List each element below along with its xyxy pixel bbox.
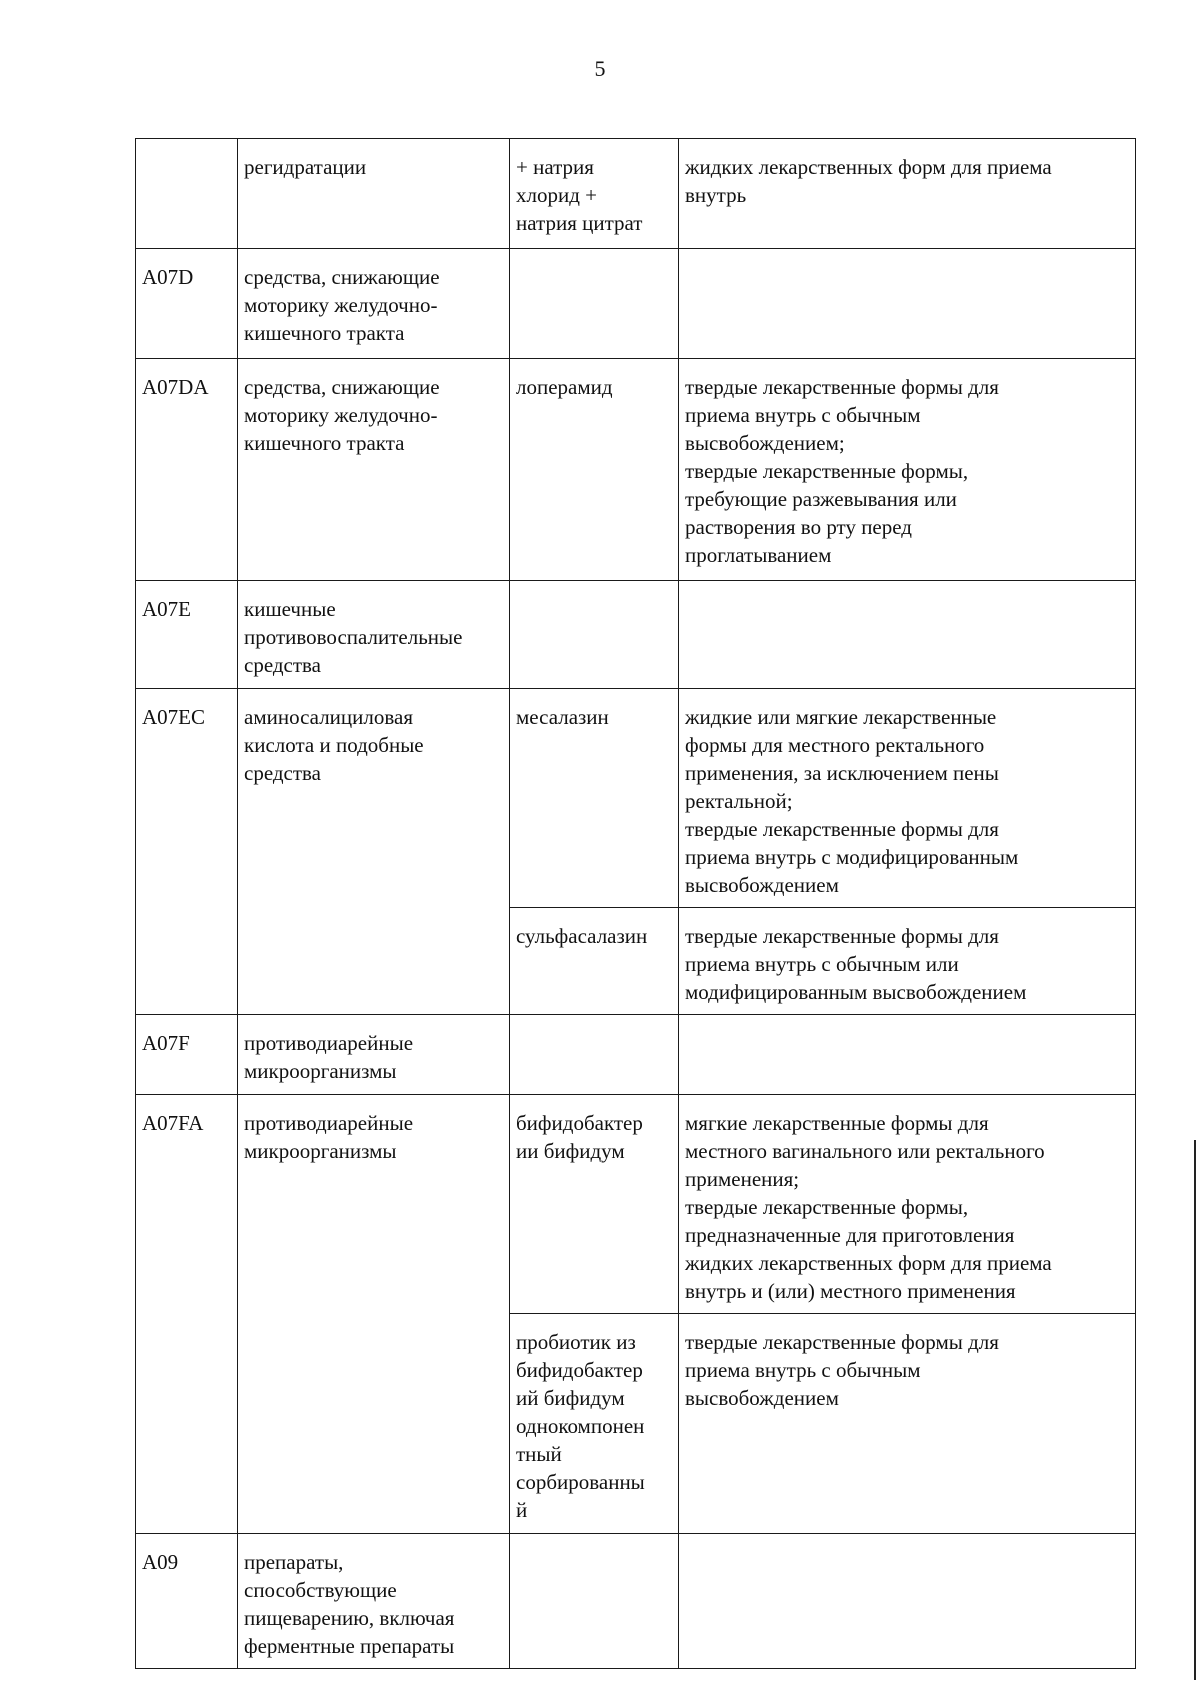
drug-name-cell <box>510 1534 679 1669</box>
dosage-form-cell <box>679 581 1136 689</box>
group-name-cell: препараты, способствующие пищеварению, включая ферментные препараты <box>238 1534 510 1669</box>
atc-code-cell: A07EC <box>136 689 238 1015</box>
table-row <box>136 359 1136 581</box>
atc-code-cell: A09 <box>136 1534 238 1669</box>
drug-name-cell: бифидобактер ии бифидум <box>510 1095 679 1314</box>
atc-code-cell <box>136 139 238 249</box>
drug-name-cell <box>510 581 679 689</box>
drug-name-cell: сульфасалазин <box>510 908 679 1015</box>
table-row <box>136 139 1136 249</box>
atc-code-cell: A07FA <box>136 1095 238 1534</box>
dosage-form-cell: твердые лекарственные формы для приема внутрь с обычным или модифицированным высвобождением <box>679 908 1136 1015</box>
atc-code-cell: A07D <box>136 249 238 359</box>
table-row <box>136 689 1136 908</box>
group-name-cell: средства, снижающие моторику желудочно- кишечного тракта <box>238 249 510 359</box>
drug-name-cell <box>510 249 679 359</box>
group-name-cell: противодиарейные микроорганизмы <box>238 1015 510 1095</box>
dosage-form-cell <box>679 1534 1136 1669</box>
page-number: 5 <box>594 56 606 81</box>
drug-name-cell: месалазин <box>510 689 679 908</box>
drug-name-cell: пробиотик из бифидобактер ий бифидум однокомпонен тный сорбированны й <box>510 1314 679 1534</box>
dosage-form-cell: жидкие или мягкие лекарственные формы для местного ректального применения, за исключением пены ректальной; твердые лекарственные формы для приема внутрь с модифицированным высвобождением <box>679 689 1136 908</box>
group-name-cell: регидратации <box>238 139 510 249</box>
table-row <box>136 1095 1136 1314</box>
group-name-cell: средства, снижающие моторику желудочно- кишечного тракта <box>238 359 510 581</box>
dosage-form-cell: твердые лекарственные формы для приема внутрь с обычным высвобождением; твердые лекарственные формы, требующие разжевывания или растворения во рту перед проглатыванием <box>679 359 1136 581</box>
dosage-form-cell: мягкие лекарственные формы для местного вагинального или ректального применения; твердые лекарственные формы, предназначенные для приготовления жидких лекарственных форм для приема внутрь и (или) местного применения <box>679 1095 1136 1314</box>
drug-name-cell: + натрия хлорид + натрия цитрат <box>510 139 679 249</box>
drug-name-cell: лоперамид <box>510 359 679 581</box>
group-name-cell: кишечные противовоспалительные средства <box>238 581 510 689</box>
atc-code-cell: A07F <box>136 1015 238 1095</box>
drug-name-cell <box>510 1015 679 1095</box>
table-row <box>136 249 1136 359</box>
drug-classification-table <box>135 138 1136 1669</box>
group-name-cell: аминосалициловая кислота и подобные средства <box>238 689 510 1015</box>
dosage-form-cell: жидких лекарственных форм для приема внутрь <box>679 139 1136 249</box>
table-row <box>136 1534 1136 1669</box>
group-name-cell: противодиарейные микроорганизмы <box>238 1095 510 1534</box>
dosage-form-cell <box>679 1015 1136 1095</box>
dosage-form-cell <box>679 249 1136 359</box>
scan-edge-line <box>1194 1140 1196 1680</box>
dosage-form-cell: твердые лекарственные формы для приема внутрь с обычным высвобождением <box>679 1314 1136 1534</box>
table-row <box>136 581 1136 689</box>
atc-code-cell: A07DA <box>136 359 238 581</box>
atc-code-cell: A07E <box>136 581 238 689</box>
table-row <box>136 1015 1136 1095</box>
